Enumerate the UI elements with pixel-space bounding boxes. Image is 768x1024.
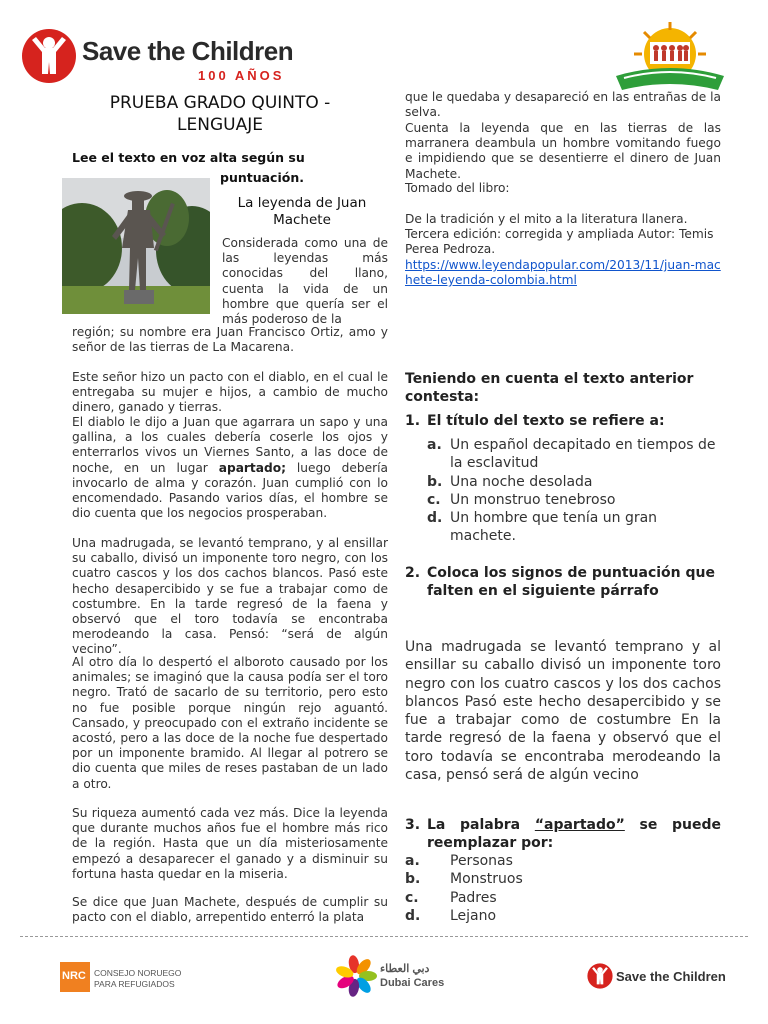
question-3-option-a[interactable] (405, 852, 721, 870)
story-title: La leyenda de Juan Machete (237, 195, 367, 228)
option-letter: d. (405, 907, 421, 924)
option-letter: b. (427, 473, 443, 490)
source-link[interactable]: https://www.leyendapopular.com/2013/11/juan-machete-leyenda-colombia.html (405, 258, 721, 288)
question-1-option-b[interactable] (405, 473, 721, 491)
nrc-name-line-2: PARA REFUGIADOS (94, 979, 175, 989)
footer-divider (20, 936, 748, 937)
option-letter: a. (405, 853, 420, 869)
school-crest-icon (610, 20, 730, 92)
option-text: Padres (450, 889, 497, 906)
question-3-option-b[interactable] (405, 870, 721, 888)
option-text: Una noche desolada (450, 473, 593, 490)
highlighted-word: apartado; (218, 460, 286, 475)
story-intro-side: Considerada como una de las leyendas más conocidas del llano, cuenta la vida de un hombre que quería ser el más poderoso de la (222, 236, 388, 327)
dubai-cares-arabic: دبي العطاء (380, 963, 430, 975)
question-2-text (405, 564, 721, 600)
question-1-option-c[interactable] (405, 491, 721, 509)
question-1-option-a[interactable] (405, 436, 721, 473)
source-label: Tomado del libro: (405, 181, 510, 195)
question-3-word: “apartado” (534, 817, 625, 833)
story-paragraph-5: Su riqueza aumentó cada vez más. Dice la leyenda que durante muchos años fue el hombre más rico de la región. Hasta que un día misteriosamente empezó a desaparecer el ganado y a disminuir su fortuna hasta quedar en la miseria. (72, 806, 388, 881)
questions-heading: Teniendo en cuenta el texto anterior contesta: (405, 371, 694, 405)
story-paragraph-7: Cuenta la leyenda que en las tierras de las marranera deambula un hombre vomitando fuego e impidiendo que se desentierre el dinero de Juan Machete. (405, 121, 721, 181)
save-the-children-logo (20, 26, 300, 86)
option-text: Un español decapitado en tiempos de la esclavitud (450, 437, 716, 472)
question-2-paragraph: Una madrugada se levantó temprano y al ensillar su caballo divisó un imponente toro negro con los cuatro cascos y los dos cachos blancos Pasó este hecho desapercibido y se fue a trabajar como de costumbre En la tarde regresó de la faena y observó que el toro todavía se encontraba merodeando la casa, pensó será de algún vecino (405, 639, 721, 784)
option-letter: c. (405, 889, 419, 906)
question-3-text (405, 816, 721, 852)
option-letter: d. (427, 510, 443, 527)
dubai-cares-hands-icon (334, 954, 378, 998)
story-paragraph-6: Se dice que Juan Machete, después de cumplir su pacto con el diablo, arrepentido enterró la plata (72, 895, 388, 925)
question-3 (405, 816, 721, 925)
option-text: Personas (450, 853, 513, 869)
source-book: De la tradición y el mito a la literatura llanera. (405, 212, 688, 226)
question-1-text (405, 412, 721, 430)
story-paragraph-2 (72, 415, 388, 521)
question-3-number: 3. (405, 817, 421, 833)
brand-name: Save the Children (82, 36, 294, 66)
dubai-cares-latin: Dubai Cares (380, 977, 445, 989)
question-1-options (405, 436, 721, 546)
question-2-number: 2. (405, 565, 421, 581)
nrc-letters: NRC (62, 970, 86, 982)
question-1-label: El título del texto se refiere a: (427, 413, 665, 429)
story-paragraph-1: Este señor hizo un pacto con el diablo, en el cual le entregaba su mujer e hijos, a cambio de mucho dinero, ganado y tierras. (72, 370, 388, 415)
story-paragraph-4: Al otro día lo despertó el alboroto causado por los animales; se imaginó que la causa podía ser el toro negro. Trató de sacarlo de su territorio, pero esto no fue posible porque ningún rejo aguantó. Cansado, y preocupado con el extraño incidente se acostó, pero a las doce de la noche fue despertado por un imponente bramido. Al llegar al potrero se dio cuenta que miles de reses pastaban de un lado a otro. (72, 655, 388, 791)
save-the-children-small-icon (586, 962, 614, 990)
question-3-option-c[interactable] (405, 889, 721, 907)
option-text: Un hombre que tenía un gran machete. (450, 510, 658, 545)
option-letter: c. (427, 491, 441, 508)
question-1-number: 1. (405, 413, 421, 429)
option-text: Un monstruo tenebroso (450, 491, 616, 508)
paragraph-2-text: El diablo le dijo a Juan que agarrara un sapo y una gallina, a los cuales debería coserle los ojos y enterrarlos vivos un Viernes Santo, a las doce de noche, en un lugar (72, 415, 388, 475)
story-intro-continued: región; su nombre era Juan Francisco Ortiz, amo y señor de las tierras de La Macarena. (72, 325, 388, 355)
paragraph-2-text-end: luego debería invocarlo de alma y corazón. Juan cumplió con lo encomendado. Pasando varios días, el hombre se dio cuenta que los negocios prosperaban. (72, 460, 388, 521)
story-paragraph-6-cont: que le quedaba y desapareció en las entrañas de la selva. (405, 90, 721, 120)
footer-stc-name: Save the Children (616, 969, 726, 984)
question-3-label: La palabra (427, 817, 535, 833)
option-letter: b. (405, 871, 421, 888)
question-1 (405, 412, 721, 546)
instruction-line-1: Lee el texto en voz alta según su (72, 150, 305, 165)
source-edition: Tercera edición: corregida y ampliada Autor: Temis Perea Pedroza. (405, 227, 714, 257)
story-paragraph-3: Una madrugada, se levantó temprano, y al ensillar su caballo, divisó un imponente toro negro, con los cuatro cascos y los dos cachos blancos. Pasó este hecho desapercibido y se fue a trabajar como de costumbre. En la tarde regresó de la faena y observó que el toro todavía se encontraba merodeando la casa. Pensó: “será de algún vecino”. (72, 536, 388, 657)
save-the-children-icon (20, 26, 78, 86)
question-3-label-end: se puede reemplazar por: (427, 817, 721, 851)
question-1-option-d[interactable] (405, 509, 721, 546)
question-2 (405, 564, 721, 600)
question-3-options (405, 852, 721, 925)
statue-photo (62, 178, 210, 314)
nrc-name (94, 968, 181, 990)
option-letter: a. (427, 437, 442, 453)
dubai-cares-name (380, 962, 444, 990)
question-2-label: Coloca los signos de puntuación que falten en el siguiente párrafo (427, 565, 715, 599)
option-text: Lejano (450, 907, 497, 924)
brand-years: 100 AÑOS (198, 68, 285, 83)
question-3-option-d[interactable] (405, 907, 721, 925)
option-text: Monstruos (450, 871, 523, 888)
nrc-name-line-1: CONSEJO NORUEGO (94, 968, 182, 978)
instruction-line-2: puntuación. (220, 170, 304, 185)
page-title: PRUEBA GRADO QUINTO - LENGUAJE (109, 93, 331, 135)
